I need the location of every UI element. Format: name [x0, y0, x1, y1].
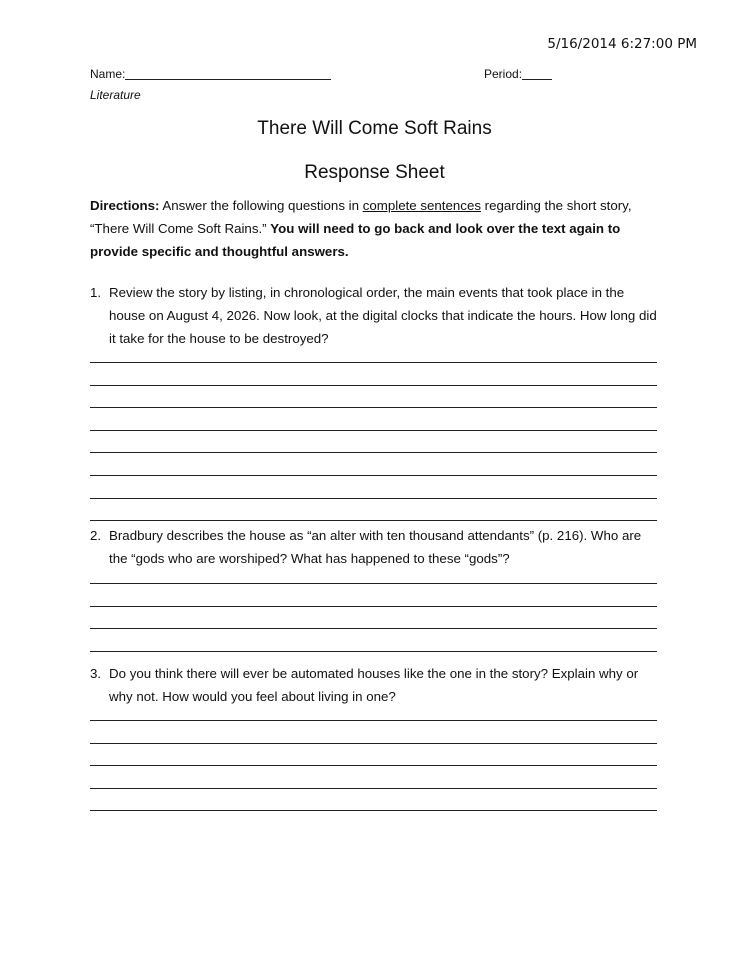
name-blank[interactable] — [125, 79, 331, 80]
answer-line[interactable] — [90, 765, 657, 766]
question-number: 3. — [90, 666, 102, 681]
answer-line[interactable] — [90, 362, 657, 363]
answer-line[interactable] — [90, 788, 657, 789]
answer-line[interactable] — [90, 583, 657, 584]
page-title: There Will Come Soft Rains — [257, 118, 492, 139]
directions-underlined: complete sentences — [362, 198, 481, 213]
question-number: 2. — [90, 528, 102, 543]
answer-line[interactable] — [90, 430, 657, 431]
answer-line[interactable] — [90, 520, 657, 521]
answer-line[interactable] — [90, 628, 657, 629]
directions-label: Directions: — [90, 198, 160, 213]
question-text: Review the story by listing, in chronological order, the main events that took place in the house on August 4, 2026. Now look, at the digital clocks that indicate the hours. How long did it take for the house to be destroyed? — [109, 285, 657, 346]
question-2 — [90, 524, 660, 570]
directions-bold: You will need to go back and look over the text again to provide specific and thoughtful answers. — [90, 221, 621, 259]
question-1 — [90, 281, 660, 350]
subject-label: Literature — [90, 88, 141, 102]
answer-line[interactable] — [90, 452, 657, 453]
answer-line[interactable] — [90, 651, 657, 652]
answer-line[interactable] — [90, 606, 657, 607]
directions-text: Answer the following questions in — [159, 198, 363, 213]
answer-line[interactable] — [90, 498, 657, 499]
period-blank[interactable] — [522, 79, 552, 80]
question-text: Bradbury describes the house as “an alter with ten thousand attendants” (p. 216). Who are the “gods who are worshiped? What has happened to these “gods”? — [109, 528, 642, 566]
question-number: 1. — [90, 285, 102, 300]
period-label: Period: — [484, 67, 523, 81]
period-field[interactable] — [484, 67, 552, 81]
directions — [90, 194, 660, 263]
answer-line[interactable] — [90, 810, 657, 811]
answer-line[interactable] — [90, 720, 657, 721]
answer-line[interactable] — [90, 385, 657, 386]
page-subtitle: Response Sheet — [304, 162, 445, 183]
name-label: Name: — [90, 67, 126, 81]
question-text: Do you think there will ever be automated houses like the one in the story? Explain why or why not. How would you feel about living in one? — [109, 666, 639, 704]
answer-line[interactable] — [90, 743, 657, 744]
answer-line[interactable] — [90, 475, 657, 476]
name-field[interactable] — [90, 67, 331, 81]
directions-text-2: regarding the short story, “There Will Come Soft Rains.” — [90, 198, 632, 236]
question-3 — [90, 662, 660, 708]
print-timestamp: 5/16/2014 6:27:00 PM — [547, 36, 697, 52]
answer-line[interactable] — [90, 407, 657, 408]
